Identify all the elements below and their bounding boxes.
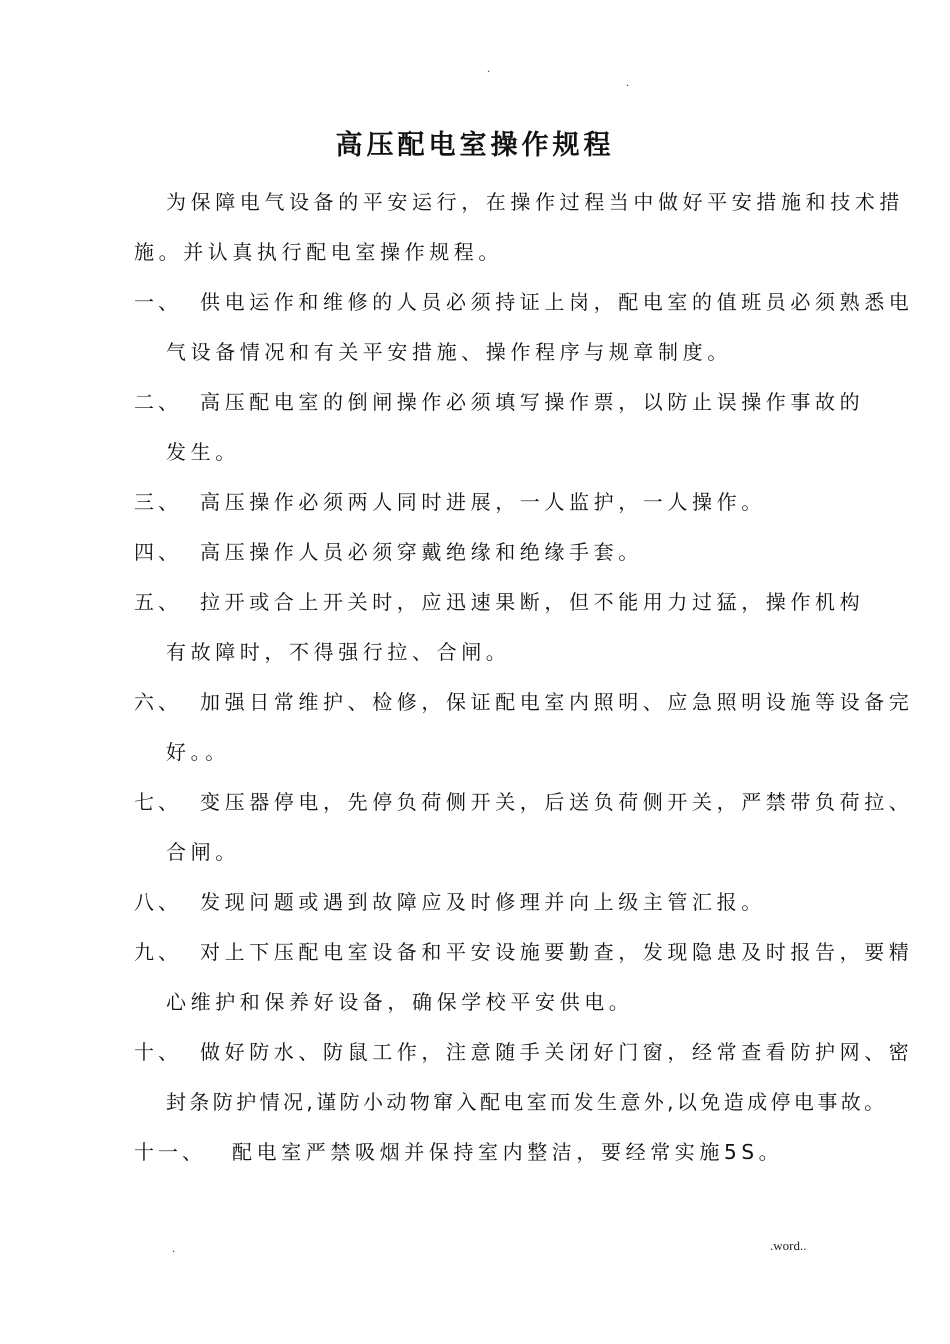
item-11-line-1: 配电室严禁吸烟并保持室内整洁，要经常实施5S。 [232,1140,784,1164]
item-2-line-1: 高压配电室的倒闸操作必须填写操作票，以防止误操作事故的 [200,390,865,414]
intro-line-2: 施。并认真执行配电室操作规程。 [134,240,503,264]
footer-mark: .word.. [770,1238,807,1253]
item-7-line-1: 变压器停电，先停负荷侧开关，后送负荷侧开关，严禁带负荷拉、 [200,790,914,814]
header-dot: . [487,61,490,75]
item-number-10: 十、 [134,1040,182,1064]
item-number-1: 一、 [134,290,182,314]
item-5-line-2: 有故障时，不得强行拉、合闸。 [166,640,511,664]
item-number-7: 七、 [134,790,182,814]
item-4-line-1: 高压操作人员必须穿戴绝缘和绝缘手套。 [200,540,643,564]
item-5-line-1: 拉开或合上开关时，应迅速果断，但不能用力过猛，操作机构 [200,590,865,614]
item-8-line-1: 发现问题或遇到故障应及时修理并向上级主管汇报。 [200,890,766,914]
footer-dot: . [172,1241,175,1255]
item-9-line-2: 心维护和保养好设备，确保学校平安供电。 [166,990,634,1014]
item-number-9: 九、 [134,940,182,964]
document-title: 高压配电室操作规程 [335,130,615,161]
item-10-line-1: 做好防水、防鼠工作，注意随手关闭好门窗，经常查看防护网、密 [200,1040,914,1064]
item-number-8: 八、 [134,890,182,914]
item-6-line-1: 加强日常维护、检修，保证配电室内照明、应急照明设施等设备完 [200,690,914,714]
item-number-11: 十一、 [134,1140,206,1164]
item-1-line-1: 供电运作和维修的人员必须持证上岗，配电室的值班员必须熟悉电 [200,290,914,314]
item-number-5: 五、 [134,590,182,614]
item-1-line-2: 气设备情况和有关平安措施、操作程序与规章制度。 [166,340,732,364]
item-number-2: 二、 [134,390,182,414]
item-2-line-2: 发生。 [166,440,240,464]
item-number-4: 四、 [134,540,182,564]
item-3-line-1: 高压操作必须两人同时进展，一人监护，一人操作。 [200,490,766,514]
intro-line-1: 为保障电气设备的平安运行，在操作过程当中做好平安措施和技术措 [166,190,904,214]
item-7-line-2: 合闸。 [166,840,240,864]
item-10-line-2: 封条防护情况,谨防小动物窜入配电室而发生意外,以免造成停电事故。 [166,1090,888,1114]
header-dot: . [626,75,629,89]
item-number-6: 六、 [134,690,182,714]
item-number-3: 三、 [134,490,182,514]
item-6-line-2: 好。。 [166,740,230,764]
item-9-line-1: 对上下压配电室设备和平安设施要勤查，发现隐患及时报告，要精 [200,940,914,964]
